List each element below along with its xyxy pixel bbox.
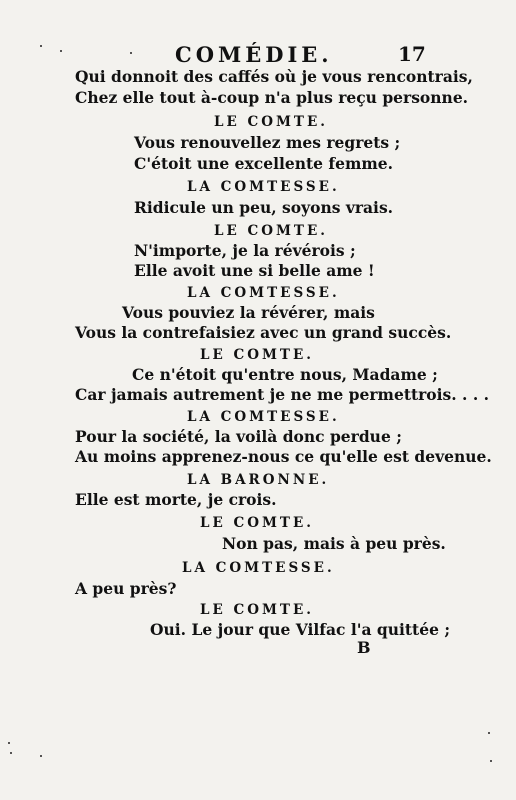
- verse-line: Vous la contrefaisiez avec un grand succès.: [75, 323, 452, 342]
- verse-line: Car jamais autrement je ne me permettrois. . . .: [75, 385, 490, 404]
- ink-speck: [60, 50, 62, 52]
- verse-line: Vous pouviez la révérer, mais: [122, 303, 375, 322]
- page-header: [0, 42, 516, 68]
- verse-line: Elle avoit une si belle ame !: [134, 261, 375, 280]
- speaker-name: LA BARONNE.: [187, 472, 330, 488]
- speaker-name: LE COMTE.: [214, 223, 328, 239]
- speaker-name: LE COMTE.: [200, 515, 314, 531]
- verse-line: A peu près?: [75, 579, 177, 598]
- verse-line: Qui donnoit des caffés où je vous rencontrais,: [75, 67, 473, 86]
- speaker-name: LA COMTESSE.: [187, 409, 340, 425]
- speaker-name: LE COMTE.: [200, 347, 314, 363]
- ink-speck: [490, 760, 492, 762]
- ink-speck: [10, 752, 12, 754]
- ink-speck: [8, 742, 10, 744]
- speaker-name: LA COMTESSE.: [182, 560, 335, 576]
- ink-speck: [130, 52, 132, 54]
- verse-line: C'étoit une excellente femme.: [134, 154, 393, 173]
- speaker-name: LA COMTESSE.: [187, 285, 340, 301]
- ink-speck: [40, 45, 42, 47]
- verse-line: Oui. Le jour que Vilfac l'a quittée ;: [150, 620, 451, 639]
- verse-line: Au moins apprenez-nous ce qu'elle est devenue.: [75, 447, 492, 466]
- page-number: 17: [398, 42, 426, 66]
- ink-speck: [488, 732, 490, 734]
- running-title: COMÉDIE.: [175, 42, 333, 67]
- verse-line: Ridicule un peu, soyons vrais.: [134, 198, 394, 217]
- verse-line: Elle est morte, je crois.: [75, 490, 277, 509]
- verse-line: Pour la société, la voilà donc perdue ;: [75, 427, 402, 446]
- verse-line: Vous renouvellez mes regrets ;: [134, 133, 401, 152]
- verse-line: Non pas, mais à peu près.: [222, 534, 446, 553]
- verse-line: Chez elle tout à-coup n'a plus reçu personne.: [75, 88, 469, 107]
- verse-line: Ce n'étoit qu'entre nous, Madame ;: [132, 365, 438, 384]
- signature-mark: B: [357, 638, 371, 657]
- ink-speck: [40, 755, 42, 757]
- verse-line: N'importe, je la révérois ;: [134, 241, 356, 260]
- speaker-name: LE COMTE.: [200, 602, 314, 618]
- speaker-name: LA COMTESSE.: [187, 179, 340, 195]
- speaker-name: LE COMTE.: [214, 114, 328, 130]
